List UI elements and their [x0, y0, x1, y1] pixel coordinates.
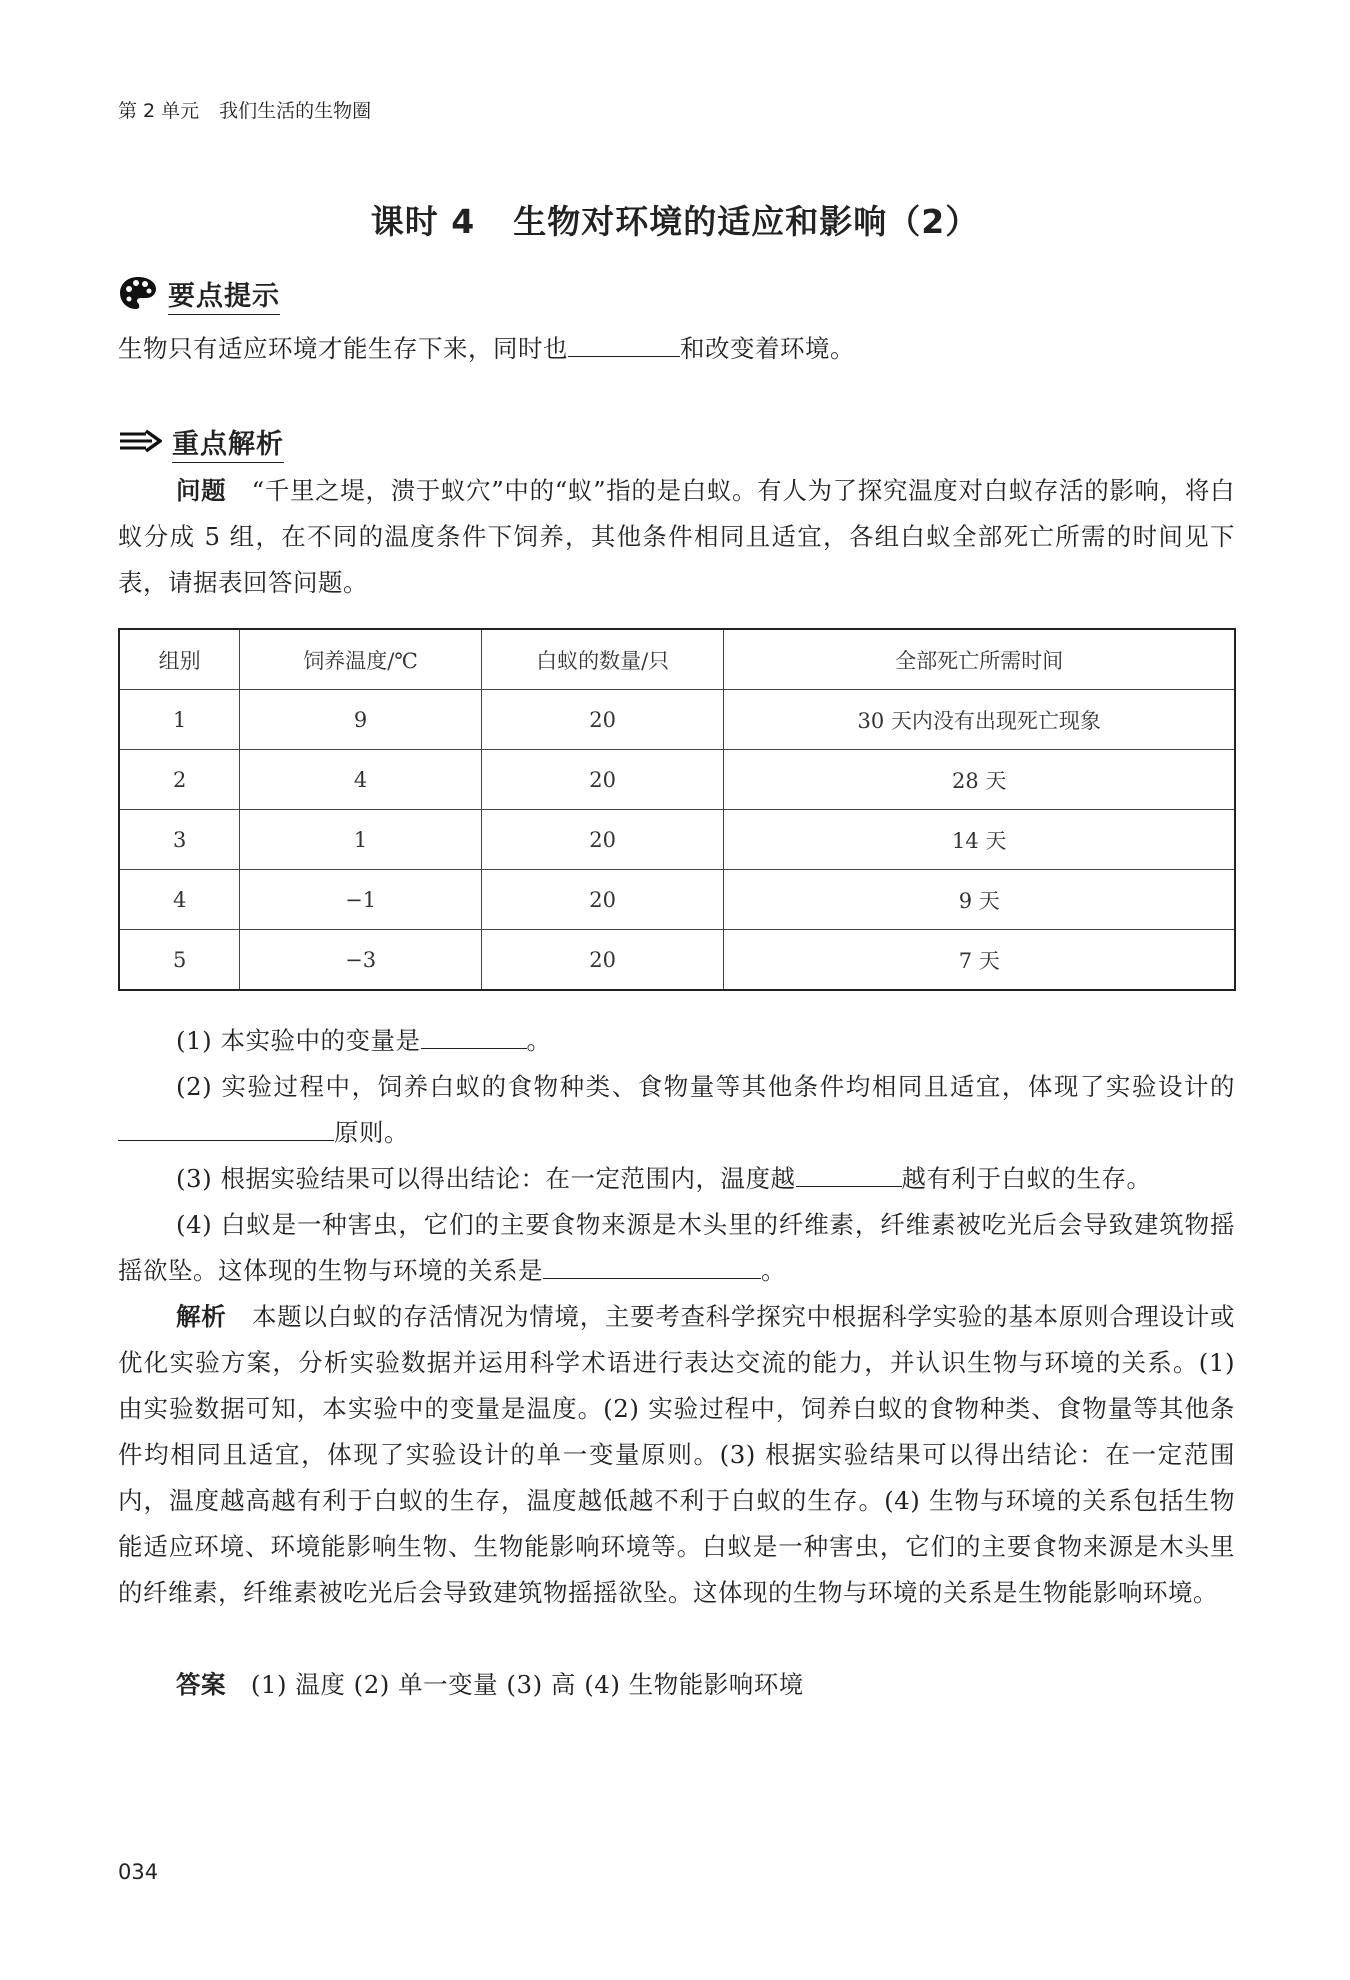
unit-label: 第 2 单元 — [118, 100, 200, 122]
fill-blank — [118, 1120, 334, 1141]
table-cell: 2 — [119, 750, 240, 810]
answer-label: 答案 — [176, 1670, 226, 1699]
table-header-cell: 组别 — [119, 629, 240, 690]
question-1: (1) 本实验中的变量是 。 — [176, 1026, 552, 1055]
arrow-icon — [118, 427, 162, 459]
table-row — [119, 690, 1235, 750]
table-cell: 3 — [119, 810, 240, 870]
answer-text: (1) 温度 (2) 单一变量 (3) 高 (4) 生物能影响环境 — [250, 1670, 804, 1699]
table-row — [119, 810, 1235, 870]
question-3: (3) 根据实验结果可以得出结论：在一定范围内，温度越 越有利于白蚁的生存。 — [176, 1164, 1152, 1193]
question-text: “千里之堤，溃于蚁穴”中的“蚁”指的是白蚁。有人为了探究温度对白蚁存活的影响，将白蚁分成 5 组，在不同的温度条件下饲养，其他条件相同且适宜，各组白蚁全部死亡所需的时间见下表，请据表回答问题。 — [118, 476, 1235, 597]
question-label: 问题 — [176, 476, 227, 505]
table-cell: 20 — [481, 810, 724, 870]
unit-title: 我们生活的生物圈 — [219, 100, 372, 122]
question-2: (2) 实验过程中，饲养白蚁的食物种类、食物量等其他条件均相同且适宜，体现了实验设计的原则。 — [118, 1064, 1235, 1156]
table-cell: 4 — [240, 750, 482, 810]
table-header-cell: 全部死亡所需时间 — [724, 629, 1235, 690]
question-4: (4) 白蚁是一种害虫，它们的主要食物来源是木头里的纤维素，纤维素被吃光后会导致建筑物摇摇欲坠。这体现的生物与环境的关系是 。 — [118, 1210, 1235, 1285]
answer-paragraph — [118, 1662, 1235, 1708]
explanation-label: 解析 — [176, 1302, 227, 1331]
table-cell: −1 — [240, 870, 482, 930]
palette-icon — [118, 275, 158, 315]
table-cell: 4 — [119, 870, 240, 930]
table-cell: 9 天 — [724, 870, 1235, 930]
lesson-title — [0, 196, 1350, 243]
explanation-text: 本题以白蚁的存活情况为情境，主要考查科学探究中根据科学实验的基本原则合理设计或优化实验方案，分析实验数据并运用科学术语进行表达交流的能力，并认识生物与环境的关系。(1) 由实验数据可知，本实验中的变量是温度。(2) 实验过程中，饲养白蚁的食物种类、食物量等其他条件均相同且适宜，体现了实验设计的单一变量原则。(3) 根据实验结果可以得出结论：在一定范围内，温度越高越有利于白蚁的生存，温度越低越不利于白蚁的生存。(4) 生物与环境的关系包括生物能适应环境、环境能影响生物、生物能影响环境等。白蚁是一种害虫，它们的主要食物来源是木头里的纤维素，纤维素被吃光后会导致建筑物摇摇欲坠。这体现的生物与环境的关系是生物能影响环境。 — [118, 1302, 1236, 1607]
table-header-row — [119, 629, 1235, 690]
key-points-title: 要点提示 — [168, 274, 280, 315]
explanation-paragraph — [118, 1294, 1235, 1616]
lesson-topic: 生物对环境的适应和影响（2） — [513, 202, 980, 241]
table-cell: 20 — [481, 690, 724, 750]
table-cell: 20 — [481, 930, 724, 991]
fill-blank — [543, 1258, 761, 1279]
table-cell: 1 — [240, 810, 482, 870]
table-cell: 28 天 — [724, 750, 1235, 810]
key-points-text: 生物只有适应环境才能生存下来，同时也 和改变着环境。 — [118, 334, 855, 363]
table-header-cell: 饲养温度/℃ — [240, 629, 482, 690]
analysis-heading — [118, 422, 284, 463]
table-cell: 1 — [119, 690, 240, 750]
table-cell: 20 — [481, 870, 724, 930]
data-table — [118, 628, 1236, 991]
table-cell: 20 — [481, 750, 724, 810]
table-row — [119, 750, 1235, 810]
fill-blank — [568, 336, 680, 357]
lesson-number: 课时 4 — [370, 202, 476, 241]
table-cell: 9 — [240, 690, 482, 750]
page-header — [118, 96, 371, 123]
table-cell: 7 天 — [724, 930, 1235, 991]
analysis-title: 重点解析 — [172, 422, 284, 463]
question-paragraph — [118, 468, 1235, 606]
table-row — [119, 930, 1235, 991]
table-cell: 30 天内没有出现死亡现象 — [724, 690, 1235, 750]
table-header-cell: 白蚁的数量/只 — [481, 629, 724, 690]
fill-blank — [421, 1028, 527, 1049]
table-cell: −3 — [240, 930, 482, 991]
key-points-heading — [118, 274, 280, 315]
page-number: 034 — [118, 1860, 159, 1884]
table-cell: 5 — [119, 930, 240, 991]
table-row — [119, 870, 1235, 930]
table-cell: 14 天 — [724, 810, 1235, 870]
fill-blank — [796, 1166, 902, 1187]
